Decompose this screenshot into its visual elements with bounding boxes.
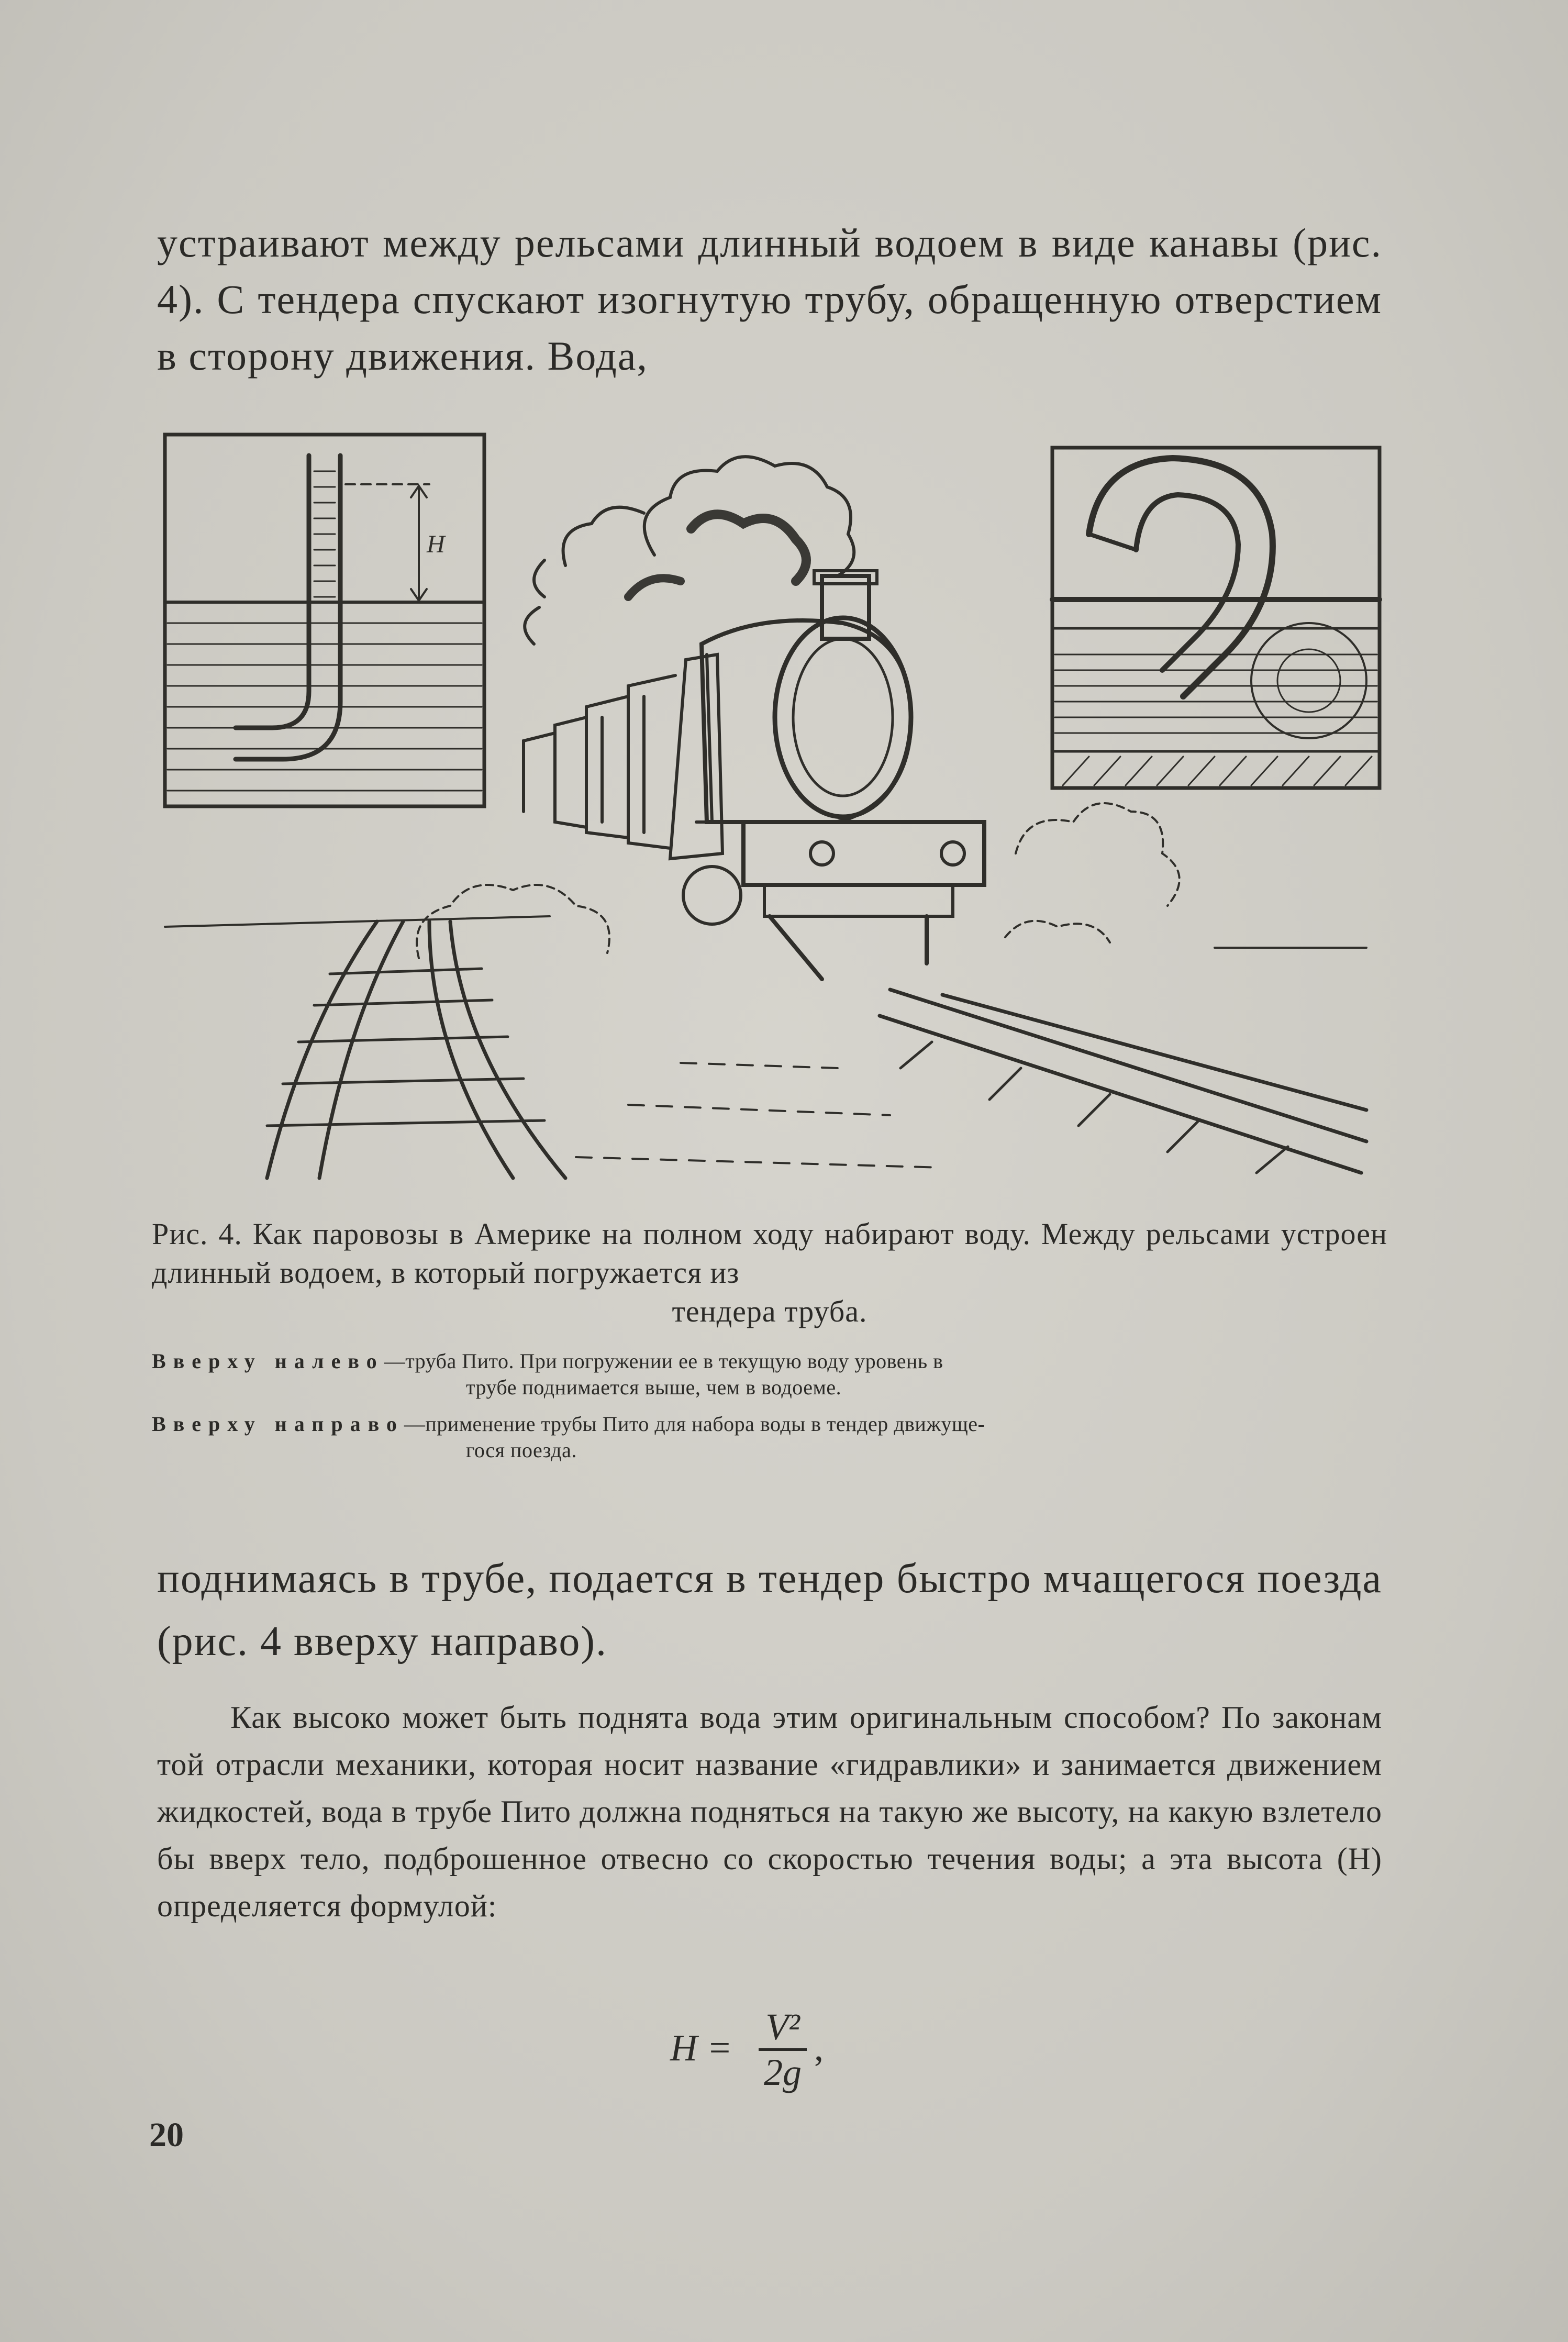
body-paragraph-text: Как высоко может быть поднята вода этим оригинальным способом? По законам той отрасли механики, которая носит название «гидравлики» и занимается движением жидкостей, вода в трубе Пито должна подняться на такую же высоту, на какую взлетело бы вверх тело, подброшенное отвесно со скоростью течения воды; а эта высота (H) определяется формулой: (157, 1700, 1382, 1923)
note-1-lead: Вверху налево (152, 1349, 384, 1373)
top-paragraph-text: устраивают между рельсами длинный водоем в виде канавы (рис. 4). С тендера спускают изогнутую трубу, обращенную отверстием в сторону движения. Вода, (157, 220, 1382, 379)
figure-caption (152, 1215, 1387, 1331)
note-2-text: —применение трубы Пито для набора воды в тендер движуще- (404, 1412, 985, 1436)
note-2-cont: гося поезда. (466, 1438, 577, 1462)
page-number: 20 (149, 2116, 184, 2154)
body-paragraph (157, 1694, 1382, 1929)
caption-line-2: тендера труба. (672, 1294, 868, 1328)
note-2-lead: Вверху направо (152, 1412, 404, 1436)
formula-denominator: 2g (764, 2051, 802, 2093)
pipe-height-label: H (427, 530, 445, 558)
mid-paragraph-text: поднимаясь в трубе, подается в тендер быстро мчащегося поезда (рис. 4 вверху направо). (157, 1556, 1382, 1664)
figure-4 (157, 424, 1382, 1189)
note-1-text: —труба Пито. При погружении ее в текущую воду уровень в (384, 1349, 943, 1373)
figure-illustration (157, 424, 1382, 1189)
note-top-right (152, 1411, 1387, 1463)
ground-marks (576, 1063, 942, 1168)
top-paragraph (157, 215, 1382, 384)
formula-fraction (757, 2005, 809, 2094)
caption-line-1: Рис. 4. Как паровозы в Америке на полном ходу набирают воду. Между рельсами устроен длинный водоем, в который погружается из (152, 1217, 1387, 1290)
note-1-cont: трубе поднимается выше, чем в водоеме. (466, 1375, 842, 1399)
note-top-left (152, 1348, 1387, 1401)
steam-clouds (417, 803, 1180, 958)
height-formula (670, 2005, 880, 2110)
mid-paragraph (157, 1547, 1382, 1673)
railway-tracks (267, 922, 1366, 1178)
pitot-tube-diagram (165, 435, 484, 806)
train-cars (524, 654, 722, 859)
formula-trail: , (814, 2027, 824, 2069)
water-scoop-diagram (1052, 448, 1380, 788)
railway-sleepers (267, 969, 1288, 1173)
locomotive (683, 571, 984, 979)
formula-numerator: V² (765, 2006, 800, 2048)
formula-lhs: H = (670, 2027, 732, 2069)
